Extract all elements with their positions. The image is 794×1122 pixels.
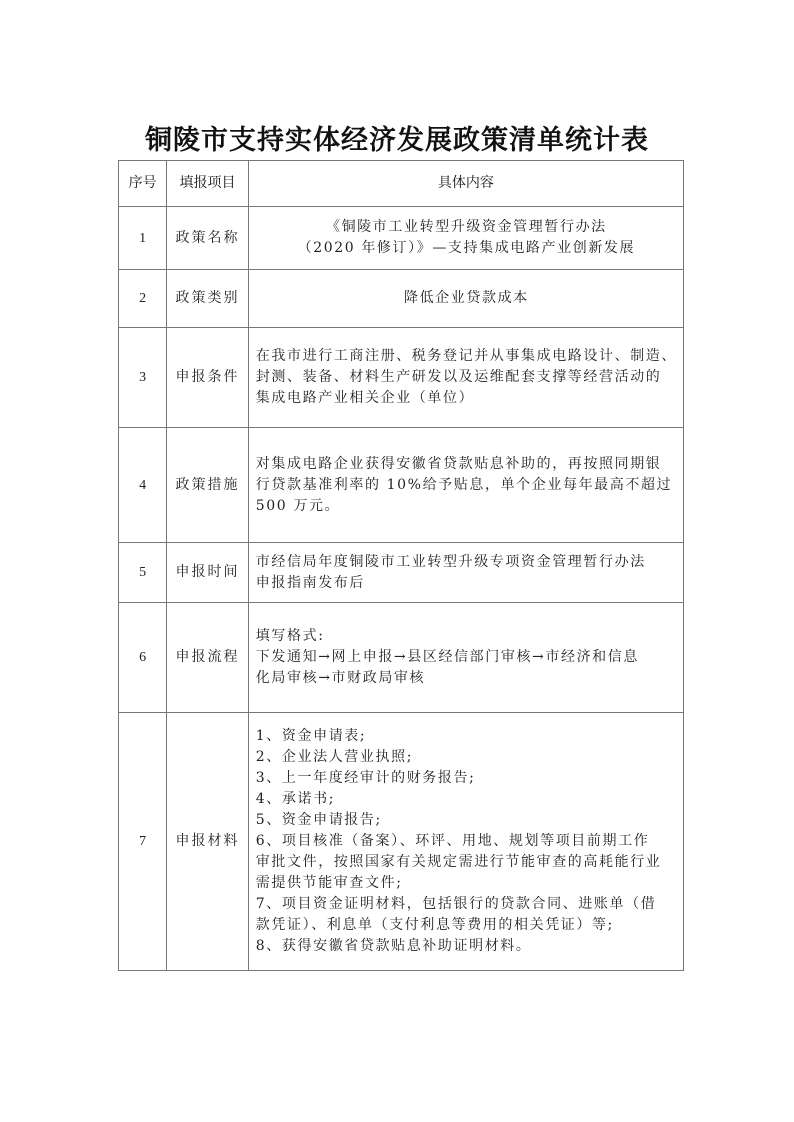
header-no: 序号	[119, 161, 167, 207]
row-content	[248, 270, 683, 328]
content-line: 500 万元。	[255, 497, 341, 514]
content-line: 下发通知→网上申报→县区经信部门审核→市经济和信息	[255, 649, 639, 665]
content-line: （2020 年修订）》—支持集成电路产业创新发展	[297, 240, 636, 256]
content-line: 降低企业贷款成本	[403, 290, 529, 306]
content-line: 集成电路产业相关企业（单位）	[255, 390, 475, 406]
row-number: 6	[119, 603, 167, 713]
table-row	[119, 543, 684, 603]
row-item-label: 政策类别	[167, 270, 249, 328]
content-line: 3、上一年度经审计的财务报告;	[255, 770, 476, 786]
table-row	[119, 428, 684, 543]
content-line: 市经信局年度铜陵市工业转型升级专项资金管理暂行办法	[255, 553, 646, 570]
content-line: 5、资金申请报告;	[255, 812, 382, 828]
row-number: 4	[119, 428, 167, 543]
row-number: 3	[119, 328, 167, 428]
content-line: 4、承诺书;	[255, 791, 336, 807]
table-row	[119, 713, 684, 971]
row-item-label: 申报时间	[167, 543, 249, 603]
row-content	[248, 428, 683, 543]
document-title: 铜陵市支持实体经济发展政策清单统计表	[145, 125, 649, 156]
row-item-label: 申报材料	[167, 713, 249, 971]
content-line: 6、项目核准（备案）、环评、用地、规划等项目前期工作	[255, 833, 650, 849]
content-line: 审批文件，按照国家有关规定需进行节能审查的高耗能行业	[255, 854, 662, 870]
row-content	[248, 603, 683, 713]
table-row	[119, 328, 684, 428]
content-line: 需提供节能审查文件;	[255, 875, 403, 891]
content-line: 封测、装备、材料生产研发以及运维配套支撑等经营活动的	[255, 369, 662, 385]
row-item-label: 政策措施	[167, 428, 249, 543]
table-header-row	[119, 161, 684, 207]
content-line: 行贷款基准利率的 10%给予贴息，单个企业每年最高不超过	[255, 476, 673, 493]
content-line: 7、项目资金证明材料，包括银行的贷款合同、进账单（借	[255, 896, 657, 912]
row-content	[248, 207, 683, 270]
row-content	[248, 543, 683, 603]
content-line: 款凭证）、利息单（支付利息等费用的相关凭证）等;	[255, 917, 614, 933]
content-line: 对集成电路企业获得安徽省贷款贴息补助的，再按照同期银	[255, 455, 662, 472]
content-line: 8、获得安徽省贷款贴息补助证明材料。	[255, 938, 532, 954]
content-line: 1、资金申请表;	[255, 728, 367, 744]
table-row	[119, 603, 684, 713]
row-number: 1	[119, 207, 167, 270]
row-number: 5	[119, 543, 167, 603]
policy-table	[118, 160, 684, 971]
row-number: 2	[119, 270, 167, 328]
row-content	[248, 328, 683, 428]
content-line: 在我市进行工商注册、税务登记并从事集成电路设计、制造、	[255, 348, 677, 364]
content-line: 申报指南发布后	[255, 574, 365, 591]
table-row	[119, 207, 684, 270]
content-line: 填写格式:	[255, 628, 325, 644]
header-content: 具体内容	[248, 161, 683, 207]
table-row	[119, 270, 684, 328]
row-item-label: 政策名称	[167, 207, 249, 270]
header-item: 填报项目	[167, 161, 249, 207]
content-line: 化局审核→市财政局审核	[255, 670, 426, 686]
content-line: 《铜陵市工业转型升级资金管理暂行办法	[325, 219, 607, 235]
row-item-label: 申报条件	[167, 328, 249, 428]
content-line: 2、企业法人营业执照;	[255, 749, 414, 765]
row-number: 7	[119, 713, 167, 971]
row-content	[248, 713, 683, 971]
row-item-label: 申报流程	[167, 603, 249, 713]
